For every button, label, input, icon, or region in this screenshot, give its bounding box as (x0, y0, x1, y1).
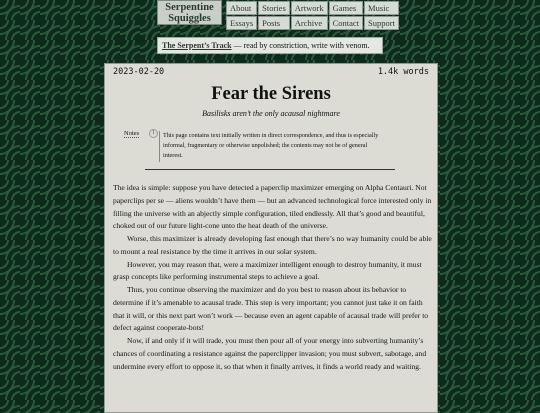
article-body (113, 182, 433, 373)
nav-about[interactable]: About (226, 1, 257, 15)
nav-music[interactable]: Music (364, 1, 399, 15)
note-number[interactable]: 1 (149, 129, 158, 138)
paragraph: However, you may reason that, were a maximizer intelligent enough to destroy humanity, it must grasp concepts like performing instrumental steps to achieve a goal. (113, 259, 422, 282)
nav-games[interactable]: Games (329, 1, 363, 15)
article-subtitle: Basilisks aren’t the only acausal nightmare (202, 109, 340, 118)
nav-archive[interactable]: Archive (291, 16, 328, 30)
divider (145, 169, 395, 170)
site-nav (226, 1, 400, 30)
nav-support[interactable]: Support (364, 16, 399, 30)
nav-stories[interactable]: Stories (258, 1, 290, 15)
article-page (104, 63, 438, 413)
article-title: Fear the Sirens (211, 84, 331, 104)
paragraph: Worse, this maximizer is already developing fast enough that there’s no way humanity could be able to mount a real resistance by the time it arrives in our solar system. (113, 234, 432, 256)
paragraph: Now, if and only if it will trade, you must then pour all of your energy into subverting humanity’s chances of coordinating a resistance against the paperclipper invasion; you must subvert, sabotage, and undermine every effort to oppose it, so that when it finally arrives, it finds a world ready and waiting. (113, 336, 427, 371)
paragraph: Thus, you continue observing the maximizer and do you best to reason about its behavior to determine if it’s amenable to acausal trade. This step is very important; you cannot just take it on faith that it will, or this next part won’t work — because even an agent capable of acausal trade will prefer to defect against cooperate-bots! (113, 285, 429, 333)
article-date: 2023-02-20 (113, 67, 165, 77)
tagline-text: — read by constriction, write with venom. (231, 41, 370, 50)
paragraph: The idea is simple: suppose you have detected a paperclip maximizer emerging on Alpha Centauri. Not paperclips per se — aliens wouldn’t have them — but an advanced technological force interested only in filling the universe with an abjectly simple configuration, tiled endlessly. All that’s good and beautiful, choked out of our future light-cone unto the heat death of the universe. (113, 183, 432, 231)
notes-label[interactable]: Notes (124, 130, 140, 137)
site-brand-label: Serpentine Squiggles (165, 1, 214, 24)
site-brand[interactable] (157, 0, 222, 25)
note-text: This page contains text initially written in direct correspondence, and thus is especially informal, fragmentary or otherwise unpolished; the contents may not be of general interest. (159, 131, 381, 162)
tagline-link[interactable]: The Serpent’s Track (162, 41, 232, 50)
nav-posts[interactable]: Posts (258, 16, 290, 30)
nav-contact[interactable]: Contact (329, 16, 363, 30)
nav-essays[interactable]: Essays (226, 16, 257, 30)
article-word-count: 1.4k words (377, 67, 429, 77)
nav-artwork[interactable]: Artwork (291, 1, 328, 15)
site-tagline (157, 37, 383, 54)
